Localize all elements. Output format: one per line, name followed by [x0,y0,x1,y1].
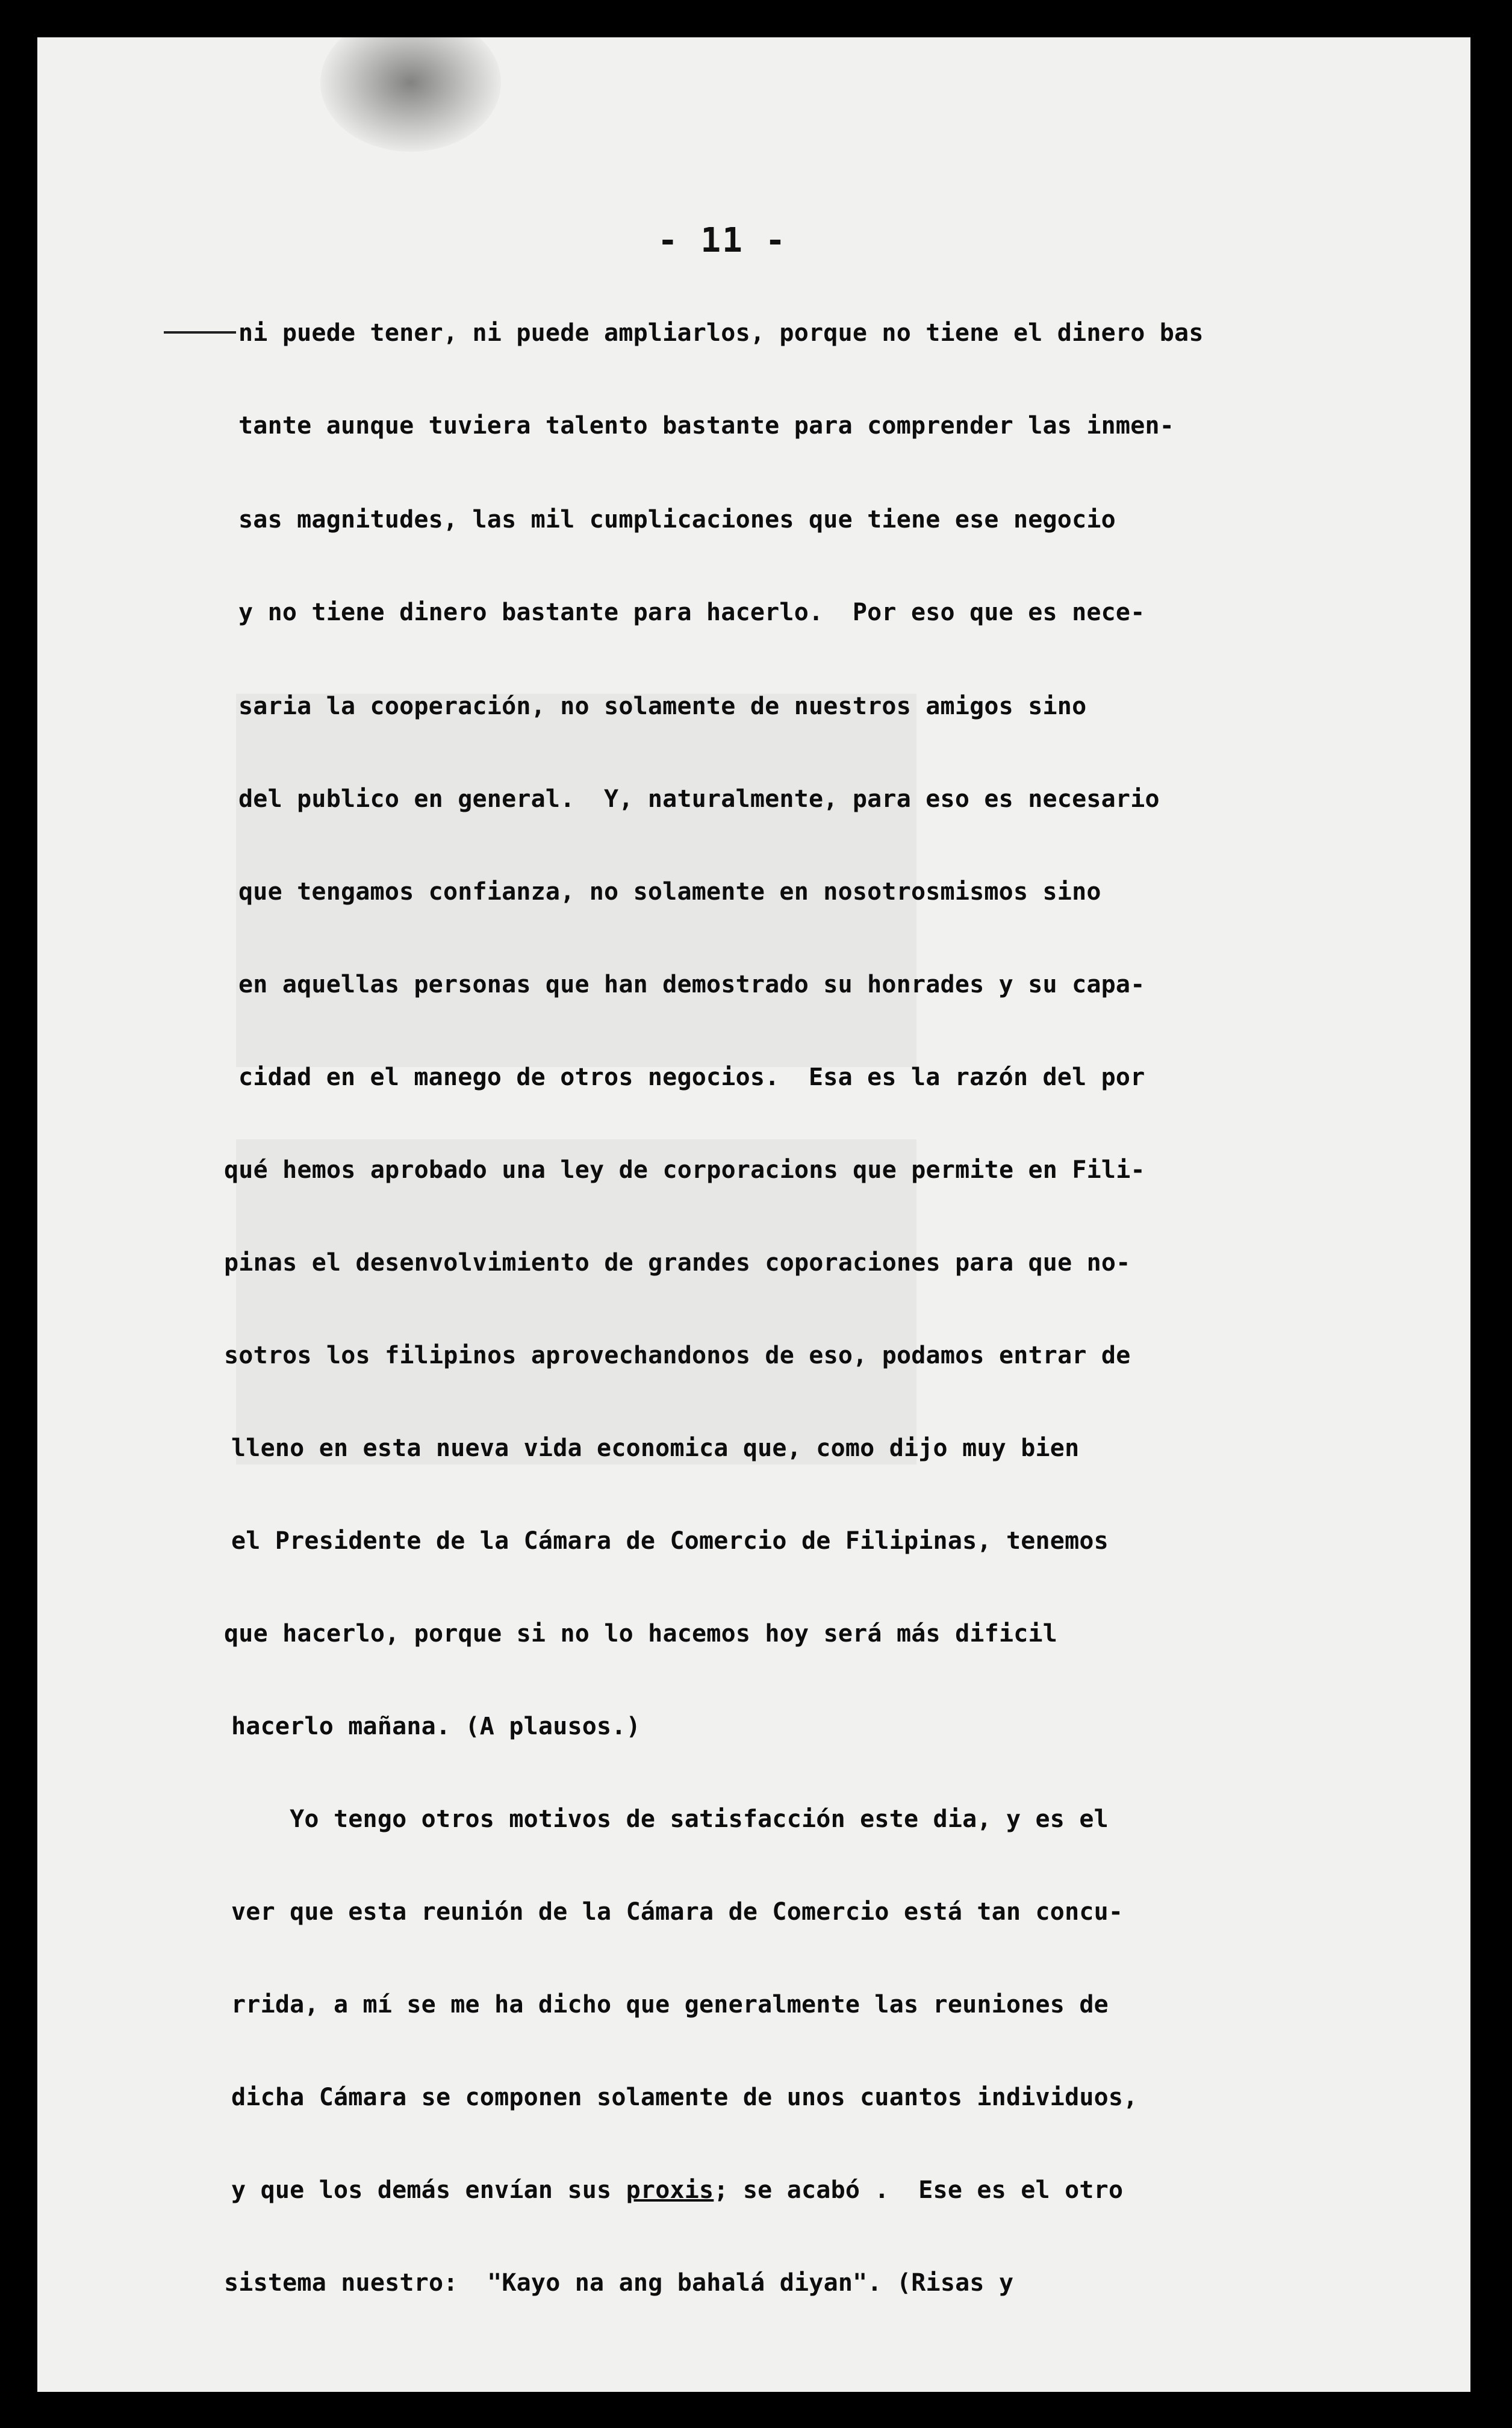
underlined-word-proxis: proxis [626,2176,714,2204]
text-line-2: tante aunque tuviera talento bastante para comprender las inmen- [238,412,1175,440]
text-line-12: sotros los filipinos aprovechandonos de eso, podamos entrar de [224,1342,1131,1369]
text-line-18: ver que esta reunión de la Cámara de Comercio está tan concu- [231,1898,1124,1926]
text-line-4: y no tiene dinero bastante para hacerlo. Por eso que es nece- [238,599,1145,626]
page-number: - 11 - [658,221,787,260]
document-page [37,37,1470,2392]
text-line-20: dicha Cámara se componen solamente de unos cuantos individuos, [231,2084,1138,2111]
text-line-22: sistema nuestro: "Kayo na ang bahalá diyan". (Risas y [224,2269,1014,2297]
text-line-19: rrida, a mí se me ha dicho que generalmente las reuniones de [231,1991,1109,2019]
text-line-6: del publico en general. Y, naturalmente, para eso es necesario [238,785,1160,813]
text-line-16: hacerlo mañana. (A plausos.) [231,1713,641,1740]
text-line-7: que tengamos confianza, no solamente en nosotrosmismos sino [238,878,1101,906]
text-line-3: sas magnitudes, las mil cumplicaciones que tiene ese negocio [238,506,1116,534]
text-line-21 [231,2176,1123,2204]
text-line-13: lleno en esta nueva vida economica que, como dijo muy bien [231,1434,1080,1462]
margin-mark [164,331,236,334]
text-line-21-end: ; se acabó . Ese es el otro [714,2176,1124,2204]
bleed-through-column-2 [236,1139,916,1465]
text-line-8: en aquellas personas que han demostrado su honrades y su capa- [238,971,1145,998]
text-line-11: pinas el desenvolvimiento de grandes coporaciones para que no- [224,1249,1131,1277]
text-line-14: el Presidente de la Cámara de Comercio de Filipinas, tenemos [231,1527,1109,1555]
text-line-10: qué hemos aprobado una ley de corporacions que permite en Fili- [224,1156,1145,1184]
text-line-15: que hacerlo, porque si no lo hacemos hoy será más dificil [224,1620,1058,1648]
ink-smudge [320,37,501,152]
text-line-5: saria la cooperación, no solamente de nuestros amigos sino [238,693,1087,720]
text-line-21-start: y que los demás envían sus [231,2176,626,2204]
text-line-9: cidad en el manego de otros negocios. Esa es la razón del por [238,1063,1145,1091]
text-line-1: ni puede tener, ni puede ampliarlos, porque no tiene el dinero bas [238,319,1204,347]
text-line-17: Yo tengo otros motivos de satisfacción este dia, y es el [231,1805,1109,1833]
